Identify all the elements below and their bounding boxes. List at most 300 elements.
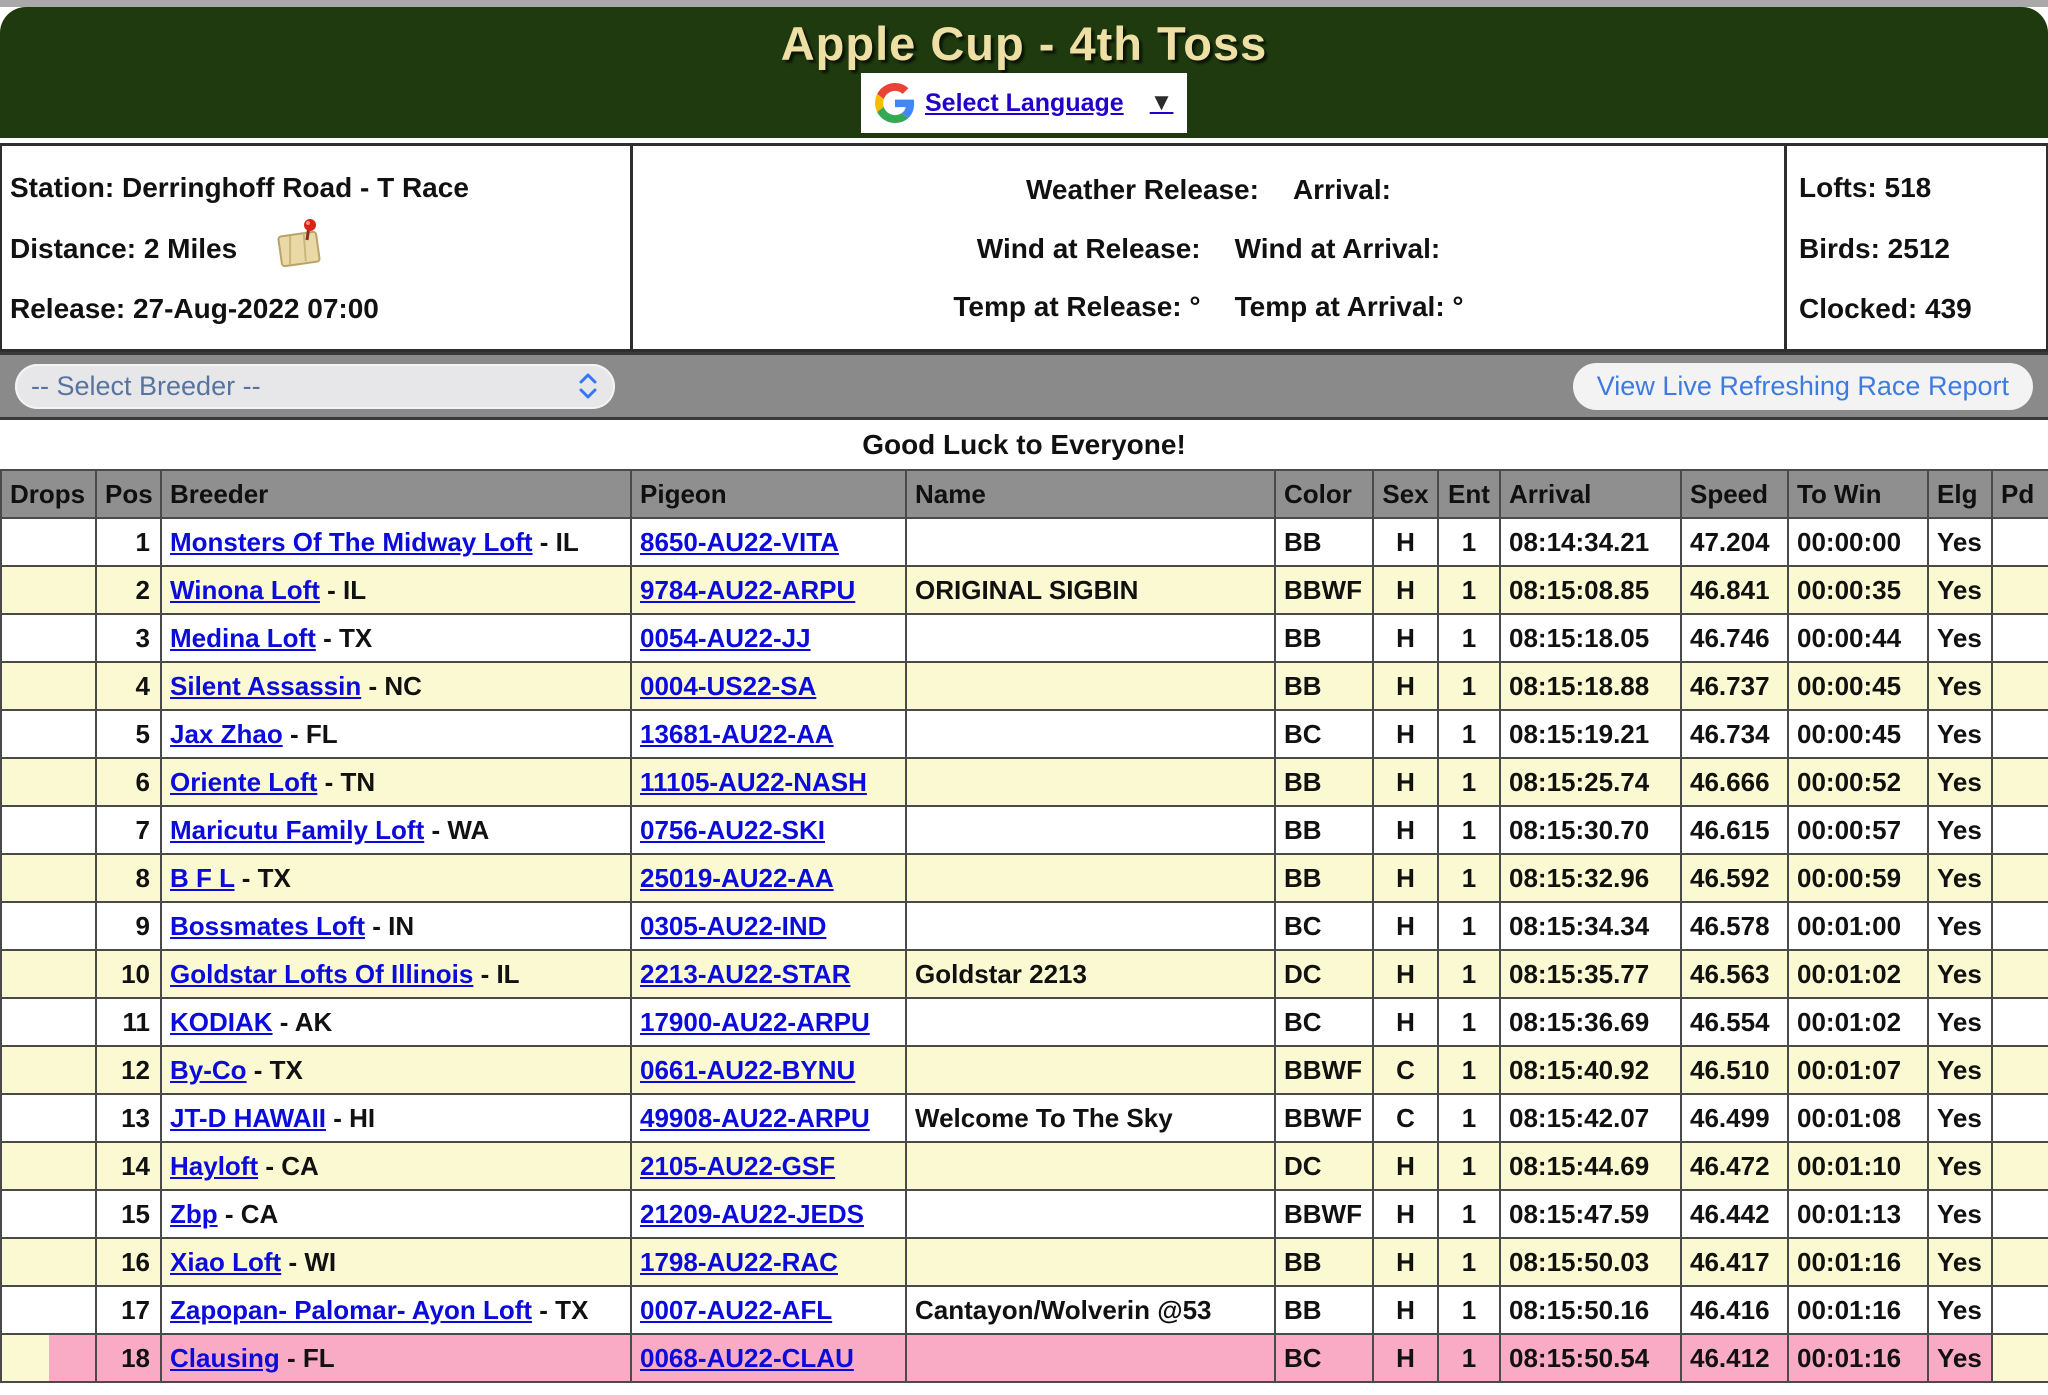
cell-pos: 15 <box>96 1190 161 1238</box>
cell-towin: 00:01:02 <box>1788 950 1928 998</box>
wind-arrival-label: Wind at Arrival: <box>1234 232 1441 264</box>
table-row <box>1 518 2048 566</box>
breeder-link[interactable]: Silent Assassin <box>170 670 362 701</box>
cell-breeder: Hayloft - CA <box>161 1142 631 1190</box>
top-strip <box>0 0 2048 7</box>
cell-pd <box>1992 566 2048 614</box>
cell-speed: 46.554 <box>1681 998 1788 1046</box>
cell-color: BB <box>1275 518 1373 566</box>
translate-dropdown-arrow[interactable]: ▼ <box>1149 89 1174 116</box>
cell-elg: Yes <box>1928 1142 1992 1190</box>
table-row <box>1 566 2048 614</box>
table-row <box>1 998 2048 1046</box>
cell-elg: Yes <box>1928 1286 1992 1334</box>
breeder-link[interactable]: Hayloft <box>170 1150 259 1181</box>
cell-elg: Yes <box>1928 710 1992 758</box>
cell-speed: 46.416 <box>1681 1286 1788 1334</box>
cell-sex: H <box>1373 710 1438 758</box>
cell-drops <box>1 758 96 806</box>
cell-arrival: 08:15:18.88 <box>1500 662 1681 710</box>
cell-pigeon <box>631 806 906 854</box>
cell-speed: 46.499 <box>1681 1094 1788 1142</box>
cell-color: BC <box>1275 1334 1373 1382</box>
cell-elg: Yes <box>1928 950 1992 998</box>
cell-ent: 1 <box>1438 614 1500 662</box>
cell-pos: 16 <box>96 1238 161 1286</box>
cell-ent: 1 <box>1438 518 1500 566</box>
cell-ent: 1 <box>1438 1142 1500 1190</box>
cell-towin: 00:01:16 <box>1788 1334 1928 1382</box>
cell-name <box>906 902 1275 950</box>
cell-sex: H <box>1373 1190 1438 1238</box>
cell-drops <box>1 902 96 950</box>
cell-name <box>906 998 1275 1046</box>
cell-towin: 00:00:45 <box>1788 662 1928 710</box>
cell-pd <box>1992 1094 2048 1142</box>
breeder-link[interactable]: Monsters Of The Midway Loft <box>170 526 533 557</box>
cell-arrival: 08:15:30.70 <box>1500 806 1681 854</box>
pigeon-link[interactable]: 21209-AU22-JEDS <box>640 1198 865 1229</box>
cell-towin: 00:00:44 <box>1788 614 1928 662</box>
cell-elg: Yes <box>1928 854 1992 902</box>
cell-breeder: Jax Zhao - FL <box>161 710 631 758</box>
cell-name <box>906 1142 1275 1190</box>
cell-pigeon <box>631 710 906 758</box>
col-header-pos: Pos <box>96 470 161 518</box>
page-title: Apple Cup - 4th Toss <box>780 17 1268 70</box>
cell-elg: Yes <box>1928 1094 1992 1142</box>
cell-pigeon <box>631 1334 906 1382</box>
cell-color: BB <box>1275 758 1373 806</box>
cell-drops <box>1 1046 96 1094</box>
cell-ent: 1 <box>1438 1094 1500 1142</box>
cell-arrival: 08:15:50.16 <box>1500 1286 1681 1334</box>
cell-sex: H <box>1373 950 1438 998</box>
cell-towin: 00:00:35 <box>1788 566 1928 614</box>
cell-name <box>906 1046 1275 1094</box>
cell-ent: 1 <box>1438 854 1500 902</box>
table-row <box>1 902 2048 950</box>
cell-pd <box>1992 1334 2048 1382</box>
cell-speed: 46.472 <box>1681 1142 1788 1190</box>
pigeon-link[interactable]: 2213-AU22-STAR <box>640 958 851 989</box>
cell-color: BB <box>1275 1238 1373 1286</box>
cell-pd <box>1992 614 2048 662</box>
cell-color: DC <box>1275 1142 1373 1190</box>
cell-arrival: 08:15:08.85 <box>1500 566 1681 614</box>
cell-speed: 46.563 <box>1681 950 1788 998</box>
cell-arrival: 08:14:34.21 <box>1500 518 1681 566</box>
google-logo-icon <box>875 83 915 123</box>
cell-color: BBWF <box>1275 566 1373 614</box>
clocked-count: Clocked: 439 <box>1799 293 1972 324</box>
cell-speed: 46.841 <box>1681 566 1788 614</box>
cell-sex: H <box>1373 1286 1438 1334</box>
col-header-speed: Speed <box>1681 470 1788 518</box>
breeder-link[interactable]: Bossmates Loft <box>170 910 366 941</box>
cell-pigeon <box>631 566 906 614</box>
pigeon-link[interactable]: 0054-AU22-JJ <box>640 622 811 653</box>
table-row <box>1 1286 2048 1334</box>
release-label: Release: 27-Aug-2022 07:00 <box>10 293 379 324</box>
cell-pigeon <box>631 1286 906 1334</box>
table-row <box>1 854 2048 902</box>
cell-breeder: B F L - TX <box>161 854 631 902</box>
cell-breeder: Silent Assassin - NC <box>161 662 631 710</box>
breeder-link[interactable]: Xiao Loft <box>170 1246 282 1277</box>
cell-sex: H <box>1373 518 1438 566</box>
breeder-link[interactable]: KODIAK <box>170 1006 273 1037</box>
col-header-ent: Ent <box>1438 470 1500 518</box>
breeder-link[interactable]: Clausing <box>170 1342 280 1373</box>
cell-ent: 1 <box>1438 950 1500 998</box>
table-row <box>1 614 2048 662</box>
cell-color: BBWF <box>1275 1190 1373 1238</box>
cell-drops <box>1 1238 96 1286</box>
cell-elg: Yes <box>1928 1238 1992 1286</box>
cell-breeder: Monsters Of The Midway Loft - IL <box>161 518 631 566</box>
pigeon-link[interactable]: 0068-AU22-CLAU <box>640 1342 854 1373</box>
cell-arrival: 08:15:50.54 <box>1500 1334 1681 1382</box>
lofts-count: Lofts: 518 <box>1799 172 1932 203</box>
cell-arrival: 08:15:32.96 <box>1500 854 1681 902</box>
cell-drops <box>1 710 96 758</box>
cell-ent: 1 <box>1438 662 1500 710</box>
cell-name <box>906 662 1275 710</box>
cell-ent: 1 <box>1438 1334 1500 1382</box>
cell-pos: 2 <box>96 566 161 614</box>
station-info-panel <box>2 146 633 349</box>
cell-speed: 47.204 <box>1681 518 1788 566</box>
google-translate-widget[interactable] <box>861 73 1187 133</box>
cell-breeder: Zapopan- Palomar- Ayon Loft - TX <box>161 1286 631 1334</box>
cell-towin: 00:01:02 <box>1788 998 1928 1046</box>
breeder-link[interactable]: JT-D HAWAII <box>170 1102 327 1133</box>
cell-name <box>906 710 1275 758</box>
temp-arrival-label: Temp at Arrival: ° <box>1234 291 1464 322</box>
cell-drops <box>1 854 96 902</box>
cell-sex: H <box>1373 1334 1438 1382</box>
cell-arrival: 08:15:25.74 <box>1500 758 1681 806</box>
breeder-link[interactable]: Oriente Loft <box>170 766 318 797</box>
cell-color: BB <box>1275 614 1373 662</box>
cell-towin: 00:01:07 <box>1788 1046 1928 1094</box>
cell-arrival: 08:15:40.92 <box>1500 1046 1681 1094</box>
cell-pigeon <box>631 902 906 950</box>
cell-elg: Yes <box>1928 662 1992 710</box>
cell-sex: H <box>1373 662 1438 710</box>
pigeon-link[interactable]: 13681-AU22-AA <box>640 718 834 749</box>
cell-breeder: By-Co - TX <box>161 1046 631 1094</box>
breeder-link[interactable]: Zbp <box>170 1198 218 1229</box>
cell-sex: H <box>1373 566 1438 614</box>
cell-arrival: 08:15:36.69 <box>1500 998 1681 1046</box>
col-header-towin: To Win <box>1788 470 1928 518</box>
cell-pos: 13 <box>96 1094 161 1142</box>
cell-name: Cantayon/Wolverin @53 <box>906 1286 1275 1334</box>
cell-towin: 00:00:45 <box>1788 710 1928 758</box>
pigeon-link[interactable]: 2105-AU22-GSF <box>640 1150 836 1181</box>
breeder-link[interactable]: By-Co <box>170 1054 247 1085</box>
cell-ent: 1 <box>1438 758 1500 806</box>
cell-name: Goldstar 2213 <box>906 950 1275 998</box>
cell-pigeon <box>631 1190 906 1238</box>
cell-drops <box>1 614 96 662</box>
cell-pigeon <box>631 1046 906 1094</box>
cell-elg: Yes <box>1928 1334 1992 1382</box>
cell-elg: Yes <box>1928 1190 1992 1238</box>
table-row <box>1 1190 2048 1238</box>
cell-drops <box>1 662 96 710</box>
table-row <box>1 1238 2048 1286</box>
cell-breeder: Oriente Loft - TN <box>161 758 631 806</box>
pigeon-link[interactable]: 25019-AU22-AA <box>640 862 834 893</box>
cell-color: BC <box>1275 902 1373 950</box>
cell-ent: 1 <box>1438 566 1500 614</box>
cell-speed: 46.746 <box>1681 614 1788 662</box>
cell-ent: 1 <box>1438 998 1500 1046</box>
page-header <box>0 7 2048 138</box>
cell-breeder: KODIAK - AK <box>161 998 631 1046</box>
cell-elg: Yes <box>1928 998 1992 1046</box>
pigeon-link[interactable]: 0007-AU22-AFL <box>640 1294 833 1325</box>
cell-arrival: 08:15:42.07 <box>1500 1094 1681 1142</box>
cell-drops <box>1 1190 96 1238</box>
cell-sex: H <box>1373 854 1438 902</box>
cell-towin: 00:01:10 <box>1788 1142 1928 1190</box>
cell-pos: 1 <box>96 518 161 566</box>
cell-elg: Yes <box>1928 902 1992 950</box>
cell-arrival: 08:15:50.03 <box>1500 1238 1681 1286</box>
cell-speed: 46.510 <box>1681 1046 1788 1094</box>
cell-pos: 11 <box>96 998 161 1046</box>
cell-sex: H <box>1373 902 1438 950</box>
cell-pos: 17 <box>96 1286 161 1334</box>
distance-line <box>10 230 620 268</box>
cell-pd <box>1992 806 2048 854</box>
cell-breeder: Clausing - FL <box>161 1334 631 1382</box>
cell-ent: 1 <box>1438 1046 1500 1094</box>
cell-towin: 00:01:13 <box>1788 1190 1928 1238</box>
cell-color: BC <box>1275 998 1373 1046</box>
cell-pos: 7 <box>96 806 161 854</box>
cell-color: BB <box>1275 854 1373 902</box>
col-header-pd: Pd <box>1992 470 2048 518</box>
cell-ent: 1 <box>1438 1238 1500 1286</box>
cell-pigeon <box>631 518 906 566</box>
cell-name <box>906 758 1275 806</box>
cell-name <box>906 1190 1275 1238</box>
pigeon-link[interactable]: 8650-AU22-VITA <box>640 526 839 557</box>
weather-row <box>633 291 1784 323</box>
pigeon-link[interactable]: 9784-AU22-ARPU <box>640 574 856 605</box>
weather-arrival-label: Arrival: <box>1292 174 1391 205</box>
col-header-name: Name <box>906 470 1275 518</box>
table-row <box>1 1094 2048 1142</box>
pigeon-link[interactable]: 0004-US22-SA <box>640 670 817 701</box>
pigeon-link[interactable]: 0305-AU22-IND <box>640 910 827 941</box>
pigeon-link[interactable]: 17900-AU22-ARPU <box>640 1006 870 1037</box>
distance-label: Distance: 2 Miles <box>10 232 238 264</box>
cell-sex: H <box>1373 1238 1438 1286</box>
cell-pd <box>1992 1046 2048 1094</box>
cell-ent: 1 <box>1438 710 1500 758</box>
col-header-arrival: Arrival <box>1500 470 1681 518</box>
cell-name <box>906 1334 1275 1382</box>
col-header-sex: Sex <box>1373 470 1438 518</box>
cell-pos: 8 <box>96 854 161 902</box>
cell-name <box>906 1238 1275 1286</box>
cell-pigeon <box>631 998 906 1046</box>
cell-towin: 00:01:16 <box>1788 1286 1928 1334</box>
weather-release-label: Weather Release: <box>1026 174 1259 205</box>
cell-pd <box>1992 518 2048 566</box>
table-row <box>1 950 2048 998</box>
cell-pos: 9 <box>96 902 161 950</box>
cell-pos: 5 <box>96 710 161 758</box>
cell-drops <box>1 950 96 998</box>
pigeon-link[interactable]: 0756-AU22-SKI <box>640 814 825 845</box>
breeder-link[interactable]: Medina Loft <box>170 622 316 653</box>
weather-info-panel <box>633 146 1787 349</box>
cell-pos: 10 <box>96 950 161 998</box>
cell-breeder: Xiao Loft - WI <box>161 1238 631 1286</box>
cell-ent: 1 <box>1438 806 1500 854</box>
table-row <box>1 662 2048 710</box>
cell-color: DC <box>1275 950 1373 998</box>
cell-pos: 3 <box>96 614 161 662</box>
cell-breeder: JT-D HAWAII - HI <box>161 1094 631 1142</box>
cell-speed: 46.615 <box>1681 806 1788 854</box>
cell-name <box>906 806 1275 854</box>
cell-elg: Yes <box>1928 806 1992 854</box>
cell-sex: H <box>1373 758 1438 806</box>
breeder-link[interactable]: Jax Zhao <box>170 718 283 749</box>
cell-arrival: 08:15:19.21 <box>1500 710 1681 758</box>
cell-pigeon <box>631 950 906 998</box>
breeder-link[interactable]: Goldstar Lofts Of Illinois <box>170 958 474 989</box>
cell-pd <box>1992 902 2048 950</box>
cell-pigeon <box>631 758 906 806</box>
cell-elg: Yes <box>1928 566 1992 614</box>
breeder-link[interactable]: Winona Loft <box>170 574 320 605</box>
cell-drops <box>1 1334 96 1382</box>
view-live-report-button[interactable]: View Live Refreshing Race Report <box>1573 363 2033 410</box>
pigeon-link[interactable]: 11105-AU22-NASH <box>640 766 867 797</box>
cell-name <box>906 518 1275 566</box>
cell-color: BB <box>1275 662 1373 710</box>
cell-name <box>906 614 1275 662</box>
cell-sex: C <box>1373 1046 1438 1094</box>
cell-elg: Yes <box>1928 758 1992 806</box>
birds-count: Birds: 2512 <box>1799 232 1950 264</box>
cell-speed: 46.666 <box>1681 758 1788 806</box>
pigeon-link[interactable]: 1798-AU22-RAC <box>640 1246 838 1277</box>
weather-row <box>633 233 1784 265</box>
cell-towin: 00:00:57 <box>1788 806 1928 854</box>
breeder-select-value: -- Select Breeder -- <box>31 370 261 401</box>
col-header-breeder: Breeder <box>161 470 631 518</box>
map-pin-icon[interactable] <box>277 218 323 268</box>
station-label: Station: Derringhoff Road - T Race <box>10 172 469 203</box>
cell-pigeon <box>631 662 906 710</box>
pigeon-link[interactable]: 0661-AU22-BYNU <box>640 1054 856 1085</box>
cell-pigeon <box>631 1094 906 1142</box>
table-row <box>1 1046 2048 1094</box>
cell-drops <box>1 998 96 1046</box>
cell-towin: 00:00:59 <box>1788 854 1928 902</box>
wind-release-label: Wind at Release: <box>976 232 1201 264</box>
cell-ent: 1 <box>1438 902 1500 950</box>
cell-speed: 46.734 <box>1681 710 1788 758</box>
cell-speed: 46.737 <box>1681 662 1788 710</box>
cell-pd <box>1992 758 2048 806</box>
cell-breeder: Goldstar Lofts Of Illinois - IL <box>161 950 631 998</box>
table-header-row <box>1 470 2048 518</box>
cell-sex: H <box>1373 806 1438 854</box>
cell-drops <box>1 1286 96 1334</box>
cell-color: BB <box>1275 806 1373 854</box>
cell-speed: 46.592 <box>1681 854 1788 902</box>
cell-pigeon <box>631 1238 906 1286</box>
cell-pd <box>1992 1238 2048 1286</box>
cell-pd <box>1992 662 2048 710</box>
cell-elg: Yes <box>1928 518 1992 566</box>
col-header-elg: Elg <box>1928 470 1992 518</box>
cell-drops <box>1 1142 96 1190</box>
chevron-up-down-icon <box>577 371 599 401</box>
cell-arrival: 08:15:18.05 <box>1500 614 1681 662</box>
breeder-select[interactable] <box>15 364 615 409</box>
cell-drops <box>1 518 96 566</box>
cell-towin: 00:00:52 <box>1788 758 1928 806</box>
pigeon-link[interactable]: 49908-AU22-ARPU <box>640 1102 870 1133</box>
cell-drops <box>1 1094 96 1142</box>
cell-drops <box>1 566 96 614</box>
good-luck-banner: Good Luck to Everyone! <box>0 420 2048 469</box>
cell-sex: H <box>1373 614 1438 662</box>
table-row <box>1 1334 2048 1382</box>
cell-sex: C <box>1373 1094 1438 1142</box>
cell-towin: 00:01:08 <box>1788 1094 1928 1142</box>
cell-pd <box>1992 1142 2048 1190</box>
table-row <box>1 758 2048 806</box>
cell-name <box>906 854 1275 902</box>
cell-breeder: Zbp - CA <box>161 1190 631 1238</box>
table-row <box>1 806 2048 854</box>
cell-pos: 6 <box>96 758 161 806</box>
cell-towin: 00:01:16 <box>1788 1238 1928 1286</box>
cell-sex: H <box>1373 1142 1438 1190</box>
cell-pd <box>1992 1286 2048 1334</box>
race-results-table <box>0 469 2048 1383</box>
cell-ent: 1 <box>1438 1286 1500 1334</box>
cell-color: BB <box>1275 1286 1373 1334</box>
cell-arrival: 08:15:47.59 <box>1500 1190 1681 1238</box>
cell-speed: 46.442 <box>1681 1190 1788 1238</box>
breeder-link[interactable]: Maricutu Family Loft <box>170 814 425 845</box>
cell-speed: 46.412 <box>1681 1334 1788 1382</box>
cell-pos: 14 <box>96 1142 161 1190</box>
breeder-link[interactable]: B F L <box>170 862 235 893</box>
cell-color: BC <box>1275 710 1373 758</box>
cell-speed: 46.417 <box>1681 1238 1788 1286</box>
breeder-link[interactable]: Zapopan- Palomar- Ayon Loft <box>170 1294 533 1325</box>
select-language-link[interactable]: Select Language <box>925 88 1124 117</box>
cell-color: BBWF <box>1275 1094 1373 1142</box>
cell-pd <box>1992 854 2048 902</box>
col-header-color: Color <box>1275 470 1373 518</box>
